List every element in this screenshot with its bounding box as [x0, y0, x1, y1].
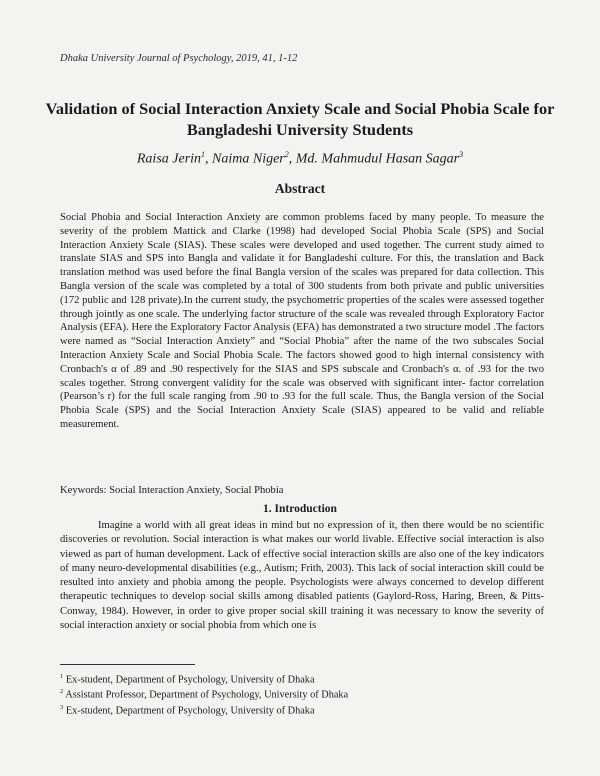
abstract-heading: Abstract — [274, 181, 326, 196]
author-mark: 1 — [201, 150, 206, 159]
keywords-line: Keywords: Social Interaction Anxiety, Social Phobia — [60, 485, 284, 496]
footnote-mark: 3 — [60, 703, 64, 711]
author-name: Md. Mahmudul Hasan Sagar — [295, 151, 460, 167]
author-name: Raisa Jerin — [136, 151, 202, 167]
footnote-text: Assistant Professor, Department of Psychology, University of Dhaka — [63, 689, 349, 701]
author-list — [40, 150, 560, 168]
introduction-text: Imagine a world with all great ideas in mind but no expression of it, then there would be no scientific discoveries or revolution. Social interaction is what makes our world livable. Effective social interaction is also viewed as part of human development. Lack of effective social interaction skills are also one of the key indicators of many neuro-developmental disabilities (e.g., Autism; Frith, 2003). This lack of social interaction skill could be resulted into anxiety and phobia among the people. Psychologists were always concerned to develop different therapeutic techniques to develop social skills among disabled patients (Gaylord-Ross, Haring, Breen, & Pitts-Conway, 1984). However, in order to give proper social skill training it was necessary to know the severity of social interaction anxiety or social phobia from which one is — [60, 520, 544, 632]
abstract-text: Social Phobia and Social Interaction Anxiety are common problems faced by many people. To measure the severity of the problem Mattick and Clarke (1998) had developed Social Phobia Scale (SPS) and Social Interaction Anxiety Scale (SIAS). These scales were developed and used together. The current study aimed to translate SIAS and SPS into Bangla and validate it for Bangladeshi culture. For this, the translation and Back translation method was used before the final Bangla version of the scales was prepared for data collection. This Bangla version of the scale was completed by a total of 300 students from both private and public universities (172 public and 128 private).In the current study, the psychometric properties of the scales were assessed together through jointly as one scale. The underlying factor structure of the scale was revealed through Exploratory Factor Analysis (EFA). Here the Exploratory Factor Analysis (EFA) has demonstrated a two structure model .The factors were named as “Social Interaction Anxiety” and “Social Phobia” after the name of the two subscales Social Interaction Anxiety Scale and Social Phobia Scale. The factors showed good to high internal consistency with Cronbach's α of .89 and .90 respectively for the SIAS and SPS subscale and Cronbach's α. of .93 for the two scales together. Strong convergent validity for the scale was observed with significant inter- factor correlation (Pearson’s r) for the full scale ranging from .90 to .93 for the full scale. Thus, the Bangla version of the Social Phobia Scale (SPS) and the Social Interaction Anxiety Scale (SIAS) appeared to be valid and reliable measurement. — [60, 212, 544, 430]
footnote-divider — [60, 664, 195, 665]
author-separator: , — [205, 151, 213, 167]
footnote — [60, 702, 348, 717]
introduction-heading: 1. Introduction — [263, 503, 337, 515]
footnote-mark: 2 — [60, 688, 64, 696]
footnotes — [60, 671, 348, 717]
footnote-mark: 1 — [60, 673, 64, 680]
footnote-text: Ex-student, Department of Psychology, University of Dhaka — [63, 674, 315, 686]
author-separator: , — [288, 151, 296, 167]
author-mark: 2 — [284, 150, 289, 159]
footnote — [60, 686, 348, 701]
running-head: Dhaka University Journal of Psychology, 2019, 41, 1-12 — [60, 53, 298, 64]
footnote-text: Ex-student, Department of Psychology, University of Dhaka — [63, 705, 315, 717]
paper-title: Validation of Social Interaction Anxiety Scale and Social Phobia Scale for Bangladeshi University Students — [45, 99, 555, 139]
author-mark: 3 — [459, 150, 464, 159]
footnote — [60, 671, 348, 686]
author-name: Naima Niger — [212, 151, 285, 167]
